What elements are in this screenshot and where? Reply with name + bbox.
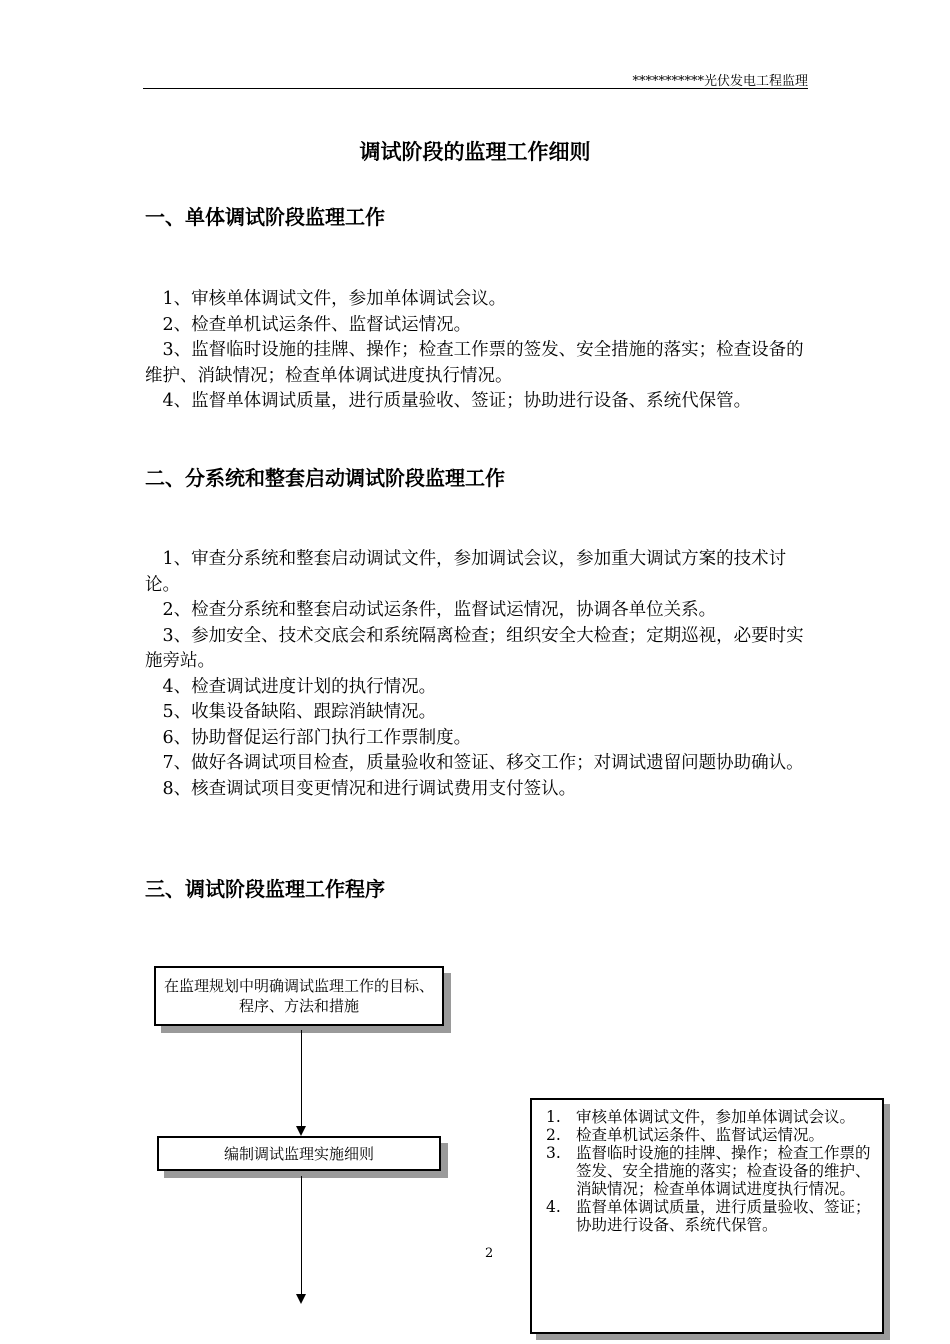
flowchart-step-1-label: 在监理规划中明确调试监理工作的目标、程序、方法和措施 bbox=[164, 977, 435, 1015]
arrow-down-icon bbox=[296, 1294, 306, 1304]
section-2-item: 8、核查调试项目变更情况和进行调试费用支付签认。 bbox=[162, 778, 577, 799]
flowchart-step-1 bbox=[154, 966, 444, 1026]
side-note-number: 1. bbox=[546, 1108, 561, 1126]
flow-arrow-line bbox=[301, 1176, 302, 1294]
header-rule bbox=[143, 88, 808, 89]
section-heading-2: 二、分系统和整套启动调试阶段监理工作 bbox=[145, 466, 505, 490]
section-heading-3: 三、调试阶段监理工作程序 bbox=[145, 877, 385, 901]
side-note-list bbox=[532, 1100, 882, 1234]
arrow-down-icon bbox=[296, 1126, 306, 1136]
section-2-item: 3、参加安全、技术交底会和系统隔离检查；组织安全大检查；定期巡视，必要时实施旁站。 bbox=[145, 625, 804, 671]
side-note-number: 4. bbox=[546, 1198, 561, 1216]
page-number: 2 bbox=[485, 1246, 494, 1261]
flowchart-step-2-label: 编制调试监理实施细则 bbox=[223, 1144, 374, 1163]
page-header: ***********光伏发电工程监理 bbox=[632, 74, 808, 89]
side-note-item bbox=[540, 1198, 872, 1234]
flowchart-side-note bbox=[530, 1098, 884, 1334]
side-note-item bbox=[540, 1126, 872, 1144]
side-note-item bbox=[540, 1144, 872, 1198]
section-1-body bbox=[145, 287, 810, 415]
section-1-item: 2、检查单机试运条件、监督试运情况。 bbox=[162, 314, 472, 335]
side-note-text: 监督临时设施的挂牌、操作；检查工作票的签发、安全措施的落实；检查设备的维护、消缺情况；检查单体调试进度执行情况。 bbox=[576, 1144, 871, 1198]
side-note-number: 2. bbox=[546, 1126, 561, 1144]
section-2-body bbox=[145, 547, 810, 802]
side-note-text: 监督单体调试质量，进行质量验收、签证；协助进行设备、系统代保管。 bbox=[576, 1198, 871, 1234]
section-2-item: 1、审查分系统和整套启动调试文件，参加调试会议，参加重大调试方案的技术讨论。 bbox=[145, 549, 787, 595]
page-title: 调试阶段的监理工作细则 bbox=[359, 139, 591, 164]
side-note-text: 检查单机试运条件、监督试运情况。 bbox=[576, 1126, 825, 1144]
side-note-number: 3. bbox=[546, 1144, 561, 1162]
side-note-text: 审核单体调试文件，参加单体调试会议。 bbox=[576, 1108, 856, 1126]
section-heading-1: 一、单体调试阶段监理工作 bbox=[145, 205, 385, 229]
section-2-item: 6、协助督促运行部门执行工作票制度。 bbox=[162, 727, 472, 748]
section-2-item: 7、做好各调试项目检查，质量验收和签证、移交工作；对调试遗留问题协助确认。 bbox=[162, 753, 804, 773]
side-note-item bbox=[540, 1108, 872, 1126]
flowchart-step-2 bbox=[157, 1136, 441, 1171]
section-2-item: 5、收集设备缺陷、跟踪消缺情况。 bbox=[162, 702, 437, 722]
section-2-item: 2、检查分系统和整套启动试运条件，监督试运情况，协调各单位关系。 bbox=[162, 600, 717, 620]
flow-arrow-line bbox=[301, 1030, 302, 1126]
section-1-item: 1、审核单体调试文件，参加单体调试会议。 bbox=[162, 289, 507, 309]
section-1-item: 4、监督单体调试质量，进行质量验收、签证；协助进行设备、系统代保管。 bbox=[162, 391, 752, 411]
section-2-item: 4、检查调试进度计划的执行情况。 bbox=[162, 676, 437, 697]
section-1-item: 3、监督临时设施的挂牌、操作；检查工作票的签发、安全措施的落实；检查设备的维护、消缺情况；检查单体调试进度执行情况。 bbox=[145, 340, 804, 386]
